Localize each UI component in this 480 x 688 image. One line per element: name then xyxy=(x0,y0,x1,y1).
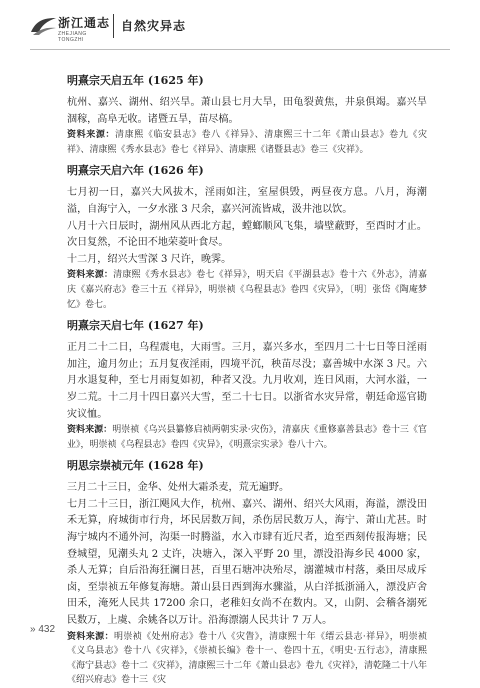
source-note xyxy=(67,630,427,688)
source-note xyxy=(67,128,427,157)
source-label: 资料来源： xyxy=(67,631,114,642)
page-content xyxy=(67,64,427,688)
logo-title: 浙江通志 xyxy=(58,16,111,30)
wave-logo-icon xyxy=(30,15,58,37)
entry-paragraph: 七月初一日，嘉兴大风拔木，淫雨如注，室屋俱毁，两昼夜方息。八月，海潮溢，自海宁入，一夕水涨 3 尺余，嘉兴河流皆咸，汲井池以饮。 xyxy=(67,187,427,215)
source-text: 清康熙《临安县志》卷八《祥异》、清康熙三十二年《萧山县志》卷九《灾祥》、清康熙《秀水县志》卷七《祥异》、清康熙《诸暨县志》卷三《灾祥》。 xyxy=(67,130,427,155)
source-text: 明崇祯《乌兴县纂修启祯两朝实录·灾伤》，清嘉庆《重修嘉善县志》卷十三《官业》，明崇祯《乌程县志》卷四《灾异》，《明熹宗实录》卷八十六。 xyxy=(67,425,427,450)
entry-heading: 明熹宗天启六年 (1626 年) xyxy=(67,164,204,178)
page-marker: » xyxy=(30,624,36,635)
section-title: 自然灾异志 xyxy=(121,19,187,33)
source-note xyxy=(67,423,427,452)
source-label: 资料来源： xyxy=(67,270,114,281)
page-footer xyxy=(30,624,55,635)
source-text: 明崇祯《处州府志》卷十八《灾眚》，清康熙十年《缙云县志·祥异》，明崇祯《义乌县志》卷十八《灾祥》，《崇祯长编》卷十一、卷四十五，《明史·五行志》，清康熙《海宁县志》卷十二《灾祥》，清康熙三十二年《萧山县志》卷九《灾祥》，清乾隆二十八年《绍兴府志》卷十三《灾 xyxy=(67,631,428,686)
entry-paragraph: 八月十六日辰时，湖州风从西北方起，螳螂顺风飞集，墙壁蔽野，至酉时才止。次日复然，不论田不地荣菱叶食尽。 xyxy=(67,220,427,249)
entry-paragraph: 正月二十二日，乌程震电，大雨雪。三月，嘉兴多水，至四月二十七日等日淫雨加注，逾月勿止；五月复夜淫雨，四境平沉，秧苗尽没；嘉善城中水深 3 尺。六月水退复种，至七月雨复如初，种者又没。九月收刈，连日风雨，大河水溢，一岁二荒。十二月十四日嘉兴大雪，至二十七日。以浙省水灾异常，朝廷命巡官勘灾议恤。 xyxy=(67,342,427,420)
logo xyxy=(30,10,114,50)
page-header xyxy=(0,0,480,60)
logo-subtitle: ZHEJIANG TONGZHI xyxy=(58,31,87,43)
source-label: 资料来源： xyxy=(67,130,116,141)
source-text: 清康熙《秀水县志》卷七《祥异》，明天启《平湖县志》卷十六《外志》，清嘉庆《嘉兴府志》卷三十五《祥异》，明崇祯《乌程县志》卷四《灾异》，〔明〕张岱《陶庵梦忆》卷七。 xyxy=(67,270,427,310)
header-rule xyxy=(30,49,450,50)
entry-paragraph: 十二月，绍兴大雪深 3 尺许，晚霁。 xyxy=(67,253,232,265)
entry-paragraph: 杭州、嘉兴、湖州、绍兴旱。萧山县七月大旱，田龟裂黄焦，井泉俱竭。嘉兴旱涸稼，高阜无收。诸暨五旱，苗尽槁。 xyxy=(67,97,427,125)
entry-paragraph: 七月二十三日，浙江飓风大作，杭州、嘉兴、湖州、绍兴大风雨，海溢，漂没田禾无算，府城街市行舟，坏民居数万间，杀伤居民数万人，海宁、萧山尤甚。时海宁城内不通外河，沟渠一时腾溢，水入市肆有近尺者，迨至西刻传报海塘；民登城望，见潮头丸 2 丈许，决塘入，深入平野 20 里，漂没沿海乡民 4000 家，杀人无算；自后沿海狂澜日甚，百里石塘冲决殆尽，溺灌城市村落，桑田尽成斥卤，至崇祯五年修复海塘。萧山县日西到海水骤溢，从白洋抵浙涌入，漂没庐舍田禾，淹死人民共 17200 余口，老稚妇女尚不在数内。又，山阴、会稽各溺死民数万，上虞、余姚各以万计。沿海漂溺人民共计 7 万人。 xyxy=(67,498,427,627)
header-divider xyxy=(113,14,114,38)
entry-heading: 明思宗崇祯元年 (1628 年) xyxy=(67,459,204,473)
entry-paragraph: 三月二十三日，金华、处州大霜杀麦，荒无遍野。 xyxy=(67,482,290,494)
entry-heading: 明熹宗天启七年 (1627 年) xyxy=(67,319,204,333)
page-number: 432 xyxy=(38,624,56,635)
entry-heading: 明熹宗天启五年 (1625 年) xyxy=(67,74,204,87)
source-label: 资料来源： xyxy=(67,425,113,436)
source-note xyxy=(67,268,427,312)
